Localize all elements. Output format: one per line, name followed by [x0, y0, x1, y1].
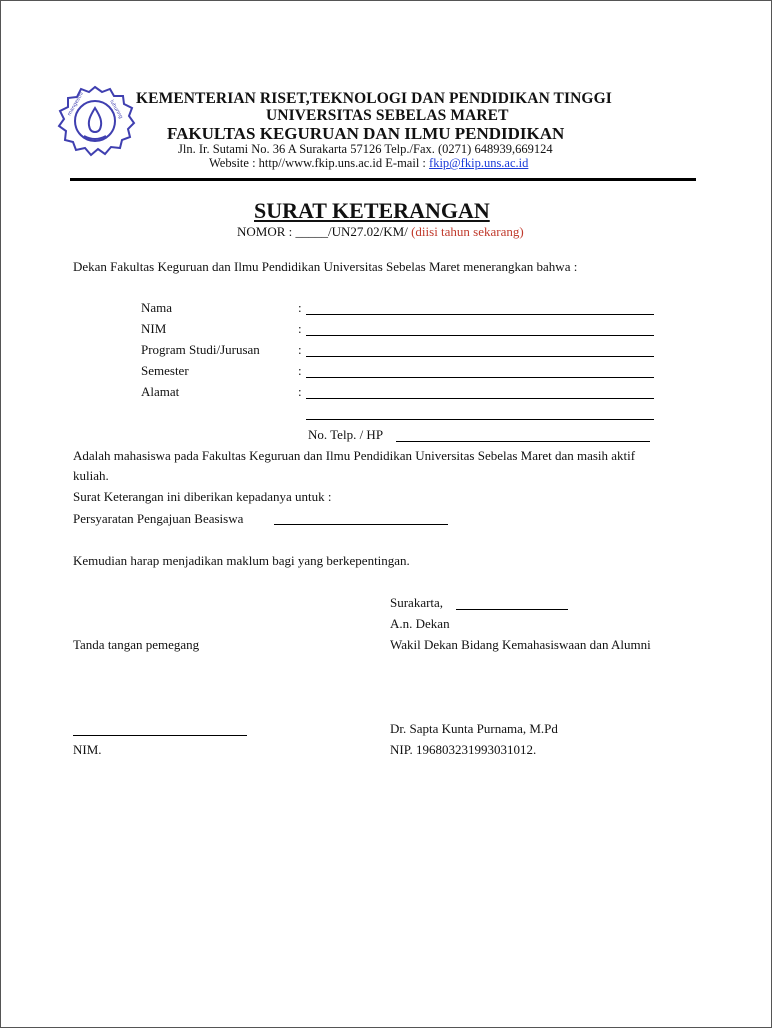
website-label: Website : http//www.fkip.uns.ac.id E-mail :	[209, 156, 430, 170]
field-sep: :	[298, 384, 302, 399]
nomor-line	[237, 224, 524, 240]
date-line[interactable]	[456, 609, 568, 610]
paragraph-1-line-2: kuliah.	[73, 468, 109, 483]
nomor-hint: (diisi tahun sekarang)	[411, 224, 524, 239]
field-sep: :	[298, 363, 302, 378]
place-label: Surakarta,	[390, 595, 444, 610]
faculty-name: FAKULTAS KEGURUAN DAN ILMU PENDIDIKAN	[167, 124, 565, 143]
address-line: Jln. Ir. Sutami No. 36 A Surakarta 57126 Telp./Fax. (0271) 648939,669124	[178, 142, 553, 156]
nomor-prefix: NOMOR : _____/UN27.02/KM/	[237, 224, 412, 239]
an-dekan: A.n. Dekan	[390, 616, 450, 631]
signer-nip: NIP. 196803231993031012.	[390, 742, 537, 757]
signer-position: Wakil Dekan Bidang Kemahasiswaan dan Alumni	[390, 637, 651, 652]
field-sep: :	[298, 300, 302, 315]
purpose-text: Persyaratan Pengajuan Beasiswa	[73, 511, 244, 526]
field-label-semester: Semester	[141, 363, 189, 378]
field-label-alamat: Alamat	[141, 384, 180, 399]
field-label-nim: NIM	[141, 321, 167, 336]
holder-signature-label: Tanda tangan pemegang	[73, 637, 200, 652]
holder-signature-line[interactable]	[73, 735, 247, 736]
field-line-nama[interactable]	[306, 314, 654, 315]
holder-nim-label: NIM.	[73, 742, 102, 757]
field-line-phone[interactable]	[396, 441, 650, 442]
svg-text:mangesthi: mangesthi	[66, 91, 85, 117]
phone-label: No. Telp. / HP	[308, 427, 384, 442]
field-line-alamat[interactable]	[306, 398, 654, 399]
field-line-program[interactable]	[306, 356, 654, 357]
field-line-semester[interactable]	[306, 377, 654, 378]
email-link[interactable]: fkip@fkip.uns.ac.id	[429, 156, 529, 170]
header-rule	[70, 178, 696, 181]
closing-text: Kemudian harap menjadikan maklum bagi yang berkepentingan.	[73, 553, 410, 568]
university-seal-icon	[54, 84, 136, 160]
paragraph-2: Surat Keterangan ini diberikan kepadanya untuk :	[73, 489, 332, 504]
field-sep: :	[298, 342, 302, 357]
contact-line	[209, 156, 528, 171]
field-sep: :	[298, 321, 302, 336]
svg-text:luhuring: luhuring	[108, 99, 124, 120]
field-label-nama: Nama	[141, 300, 173, 315]
university-name: UNIVERSITAS SEBELAS MARET	[266, 107, 509, 124]
ministry-name: KEMENTERIAN RISET,TEKNOLOGI DAN PENDIDIKAN TINGGI	[136, 90, 612, 107]
field-line-nim[interactable]	[306, 335, 654, 336]
field-line-alamat-2[interactable]	[306, 419, 654, 420]
intro-text: Dekan Fakultas Keguruan dan Ilmu Pendidikan Universitas Sebelas Maret menerangkan bahwa :	[73, 259, 578, 274]
paragraph-1-line-1: Adalah mahasiswa pada Fakultas Keguruan dan Ilmu Pendidikan Universitas Sebelas Maret dan masih aktif	[73, 448, 636, 463]
document-title: SURAT KETERANGAN	[254, 198, 490, 223]
purpose-line[interactable]	[274, 524, 448, 525]
field-label-program: Program Studi/Jurusan	[141, 342, 260, 357]
signer-name: Dr. Sapta Kunta Purnama, M.Pd	[390, 721, 558, 736]
